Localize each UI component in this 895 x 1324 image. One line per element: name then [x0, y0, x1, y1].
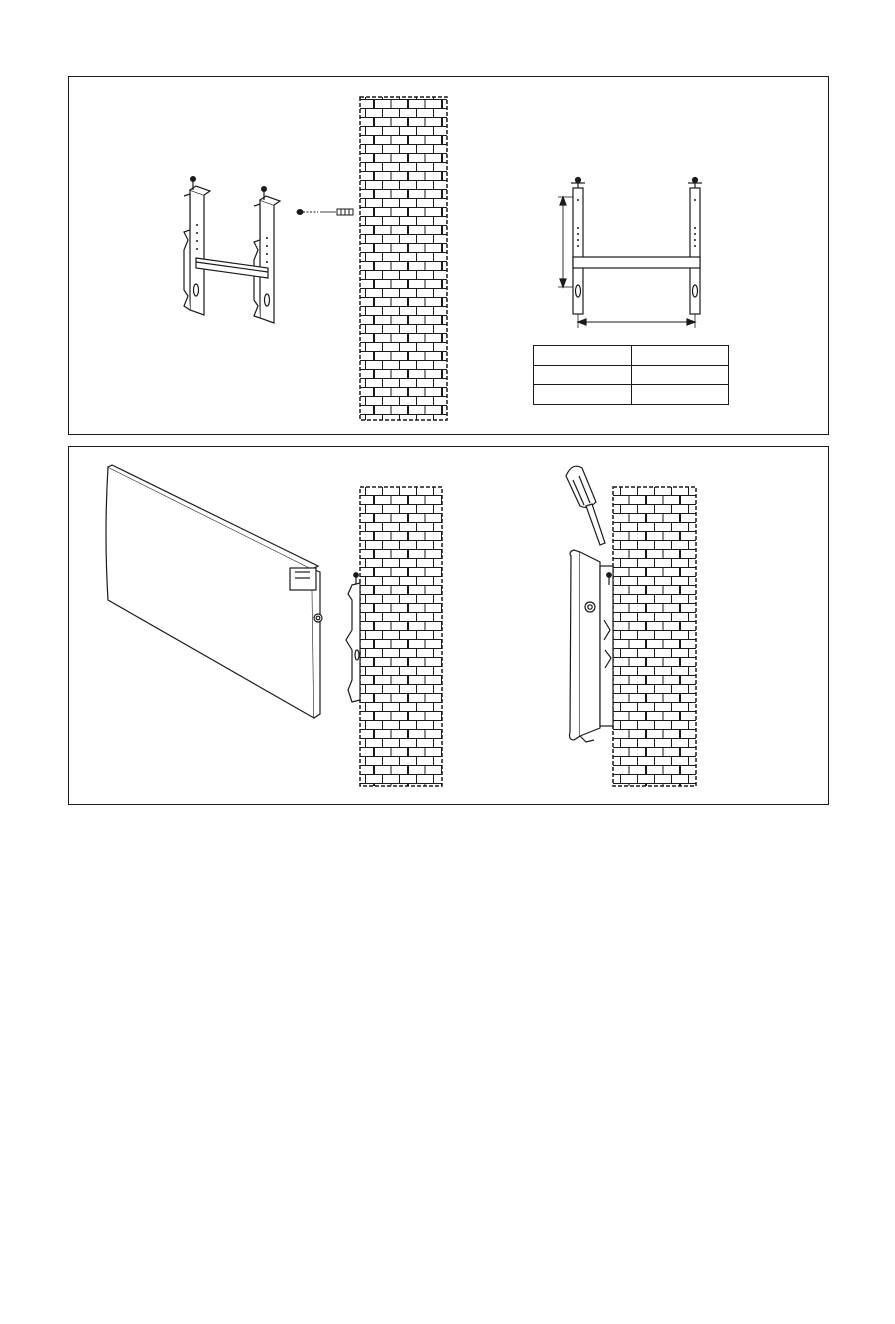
table-cell — [631, 346, 729, 366]
table-cell — [631, 385, 729, 405]
screwdriver-icon — [566, 466, 605, 545]
brick-wall — [360, 97, 447, 420]
screw-icon — [297, 210, 318, 215]
bracket-dimension-diagram — [558, 178, 702, 329]
table-cell — [534, 346, 632, 366]
bracket-assembly — [184, 177, 280, 323]
wall-plug-and-screw — [297, 209, 353, 215]
table-row — [534, 346, 729, 366]
table-cell — [631, 365, 729, 385]
table-cell — [534, 365, 632, 385]
table-cell — [534, 385, 632, 405]
brick-wall-with-bracket — [346, 487, 442, 786]
brick-wall-with-mounted-heater — [570, 487, 697, 786]
table-row — [534, 365, 729, 385]
wall-plug-icon — [337, 209, 353, 215]
table-row — [534, 385, 729, 405]
dimension-table — [533, 345, 729, 405]
heater-panel — [106, 465, 322, 718]
